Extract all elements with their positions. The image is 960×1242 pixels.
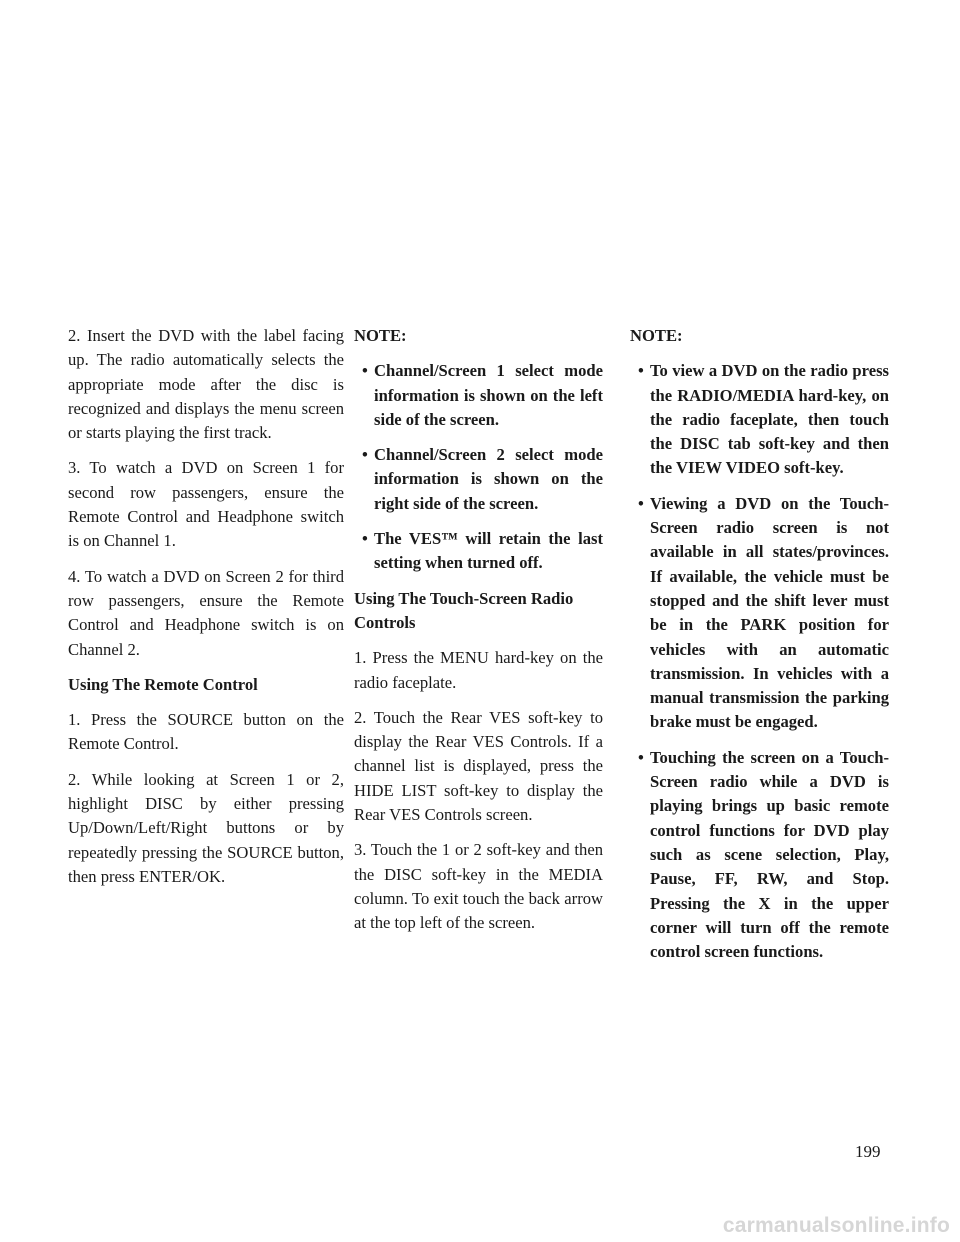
column-3: [630, 324, 889, 975]
paragraph-remote-step-2: 2. While looking at Screen 1 or 2, highlight DISC by either pressing Up/Down/Left/Right buttons or by repeatedly pressing the SOURCE button, then press ENTER/OK.: [68, 769, 344, 886]
paragraph-step-2: 2. Insert the DVD with the label facing up. The radio automatically selects the appropriate mode after the disc is recognized and displays the menu screen or starts playing the first track.: [68, 326, 344, 443]
heading-touch-screen-controls: Using The Touch-Screen Radio Controls: [354, 588, 574, 632]
column-2: [354, 324, 603, 947]
note-bullet-screen-2: • Channel/Screen 2 select mode information is shown on the right side of the screen.: [354, 443, 603, 516]
page-number: 199: [855, 1142, 881, 1161]
paragraph-step-3: 3. To watch a DVD on Screen 1 for second row passengers, ensure the Remote Control and Headphone switch is on Channel 1.: [68, 458, 344, 551]
paragraph-remote-step-1: 1. Press the SOURCE button on the Remote Control.: [68, 710, 344, 754]
paragraph-touch-step-1: 1. Press the MENU hard-key on the radio faceplate.: [354, 648, 603, 692]
column-1: [68, 324, 344, 900]
note-label: NOTE:: [354, 326, 407, 345]
note-bullet-touch-controls: • Touching the screen on a Touch-Screen radio while a DVD is playing brings up basic remote control functions for DVD play such as scene selection, Play, Pause, FF, RW, and Stop. Pressing the X in the upper corner will turn off the remote control screen functions.: [630, 746, 889, 965]
heading-using-remote-control: Using The Remote Control: [68, 674, 258, 694]
note-bullet-availability: • Viewing a DVD on the Touch-Screen radio screen is not available in all states/provinces. If available, the vehicle must be stopped and the shift lever must be in the PARK position for vehicles with an automatic transmission. In vehicles with a manual transmission the parking brake must be engaged.: [630, 492, 889, 735]
paragraph-step-4: 4. To watch a DVD on Screen 2 for third row passengers, ensure the Remote Control and Headphone switch is on Channel 2.: [68, 566, 344, 659]
note-bullet-view-dvd: • To view a DVD on the radio press the RADIO/MEDIA hard-key, on the radio faceplate, then touch the DISC tab soft-key and then the VIEW VIDEO soft-key.: [630, 359, 889, 480]
note-bullet-screen-1: • Channel/Screen 1 select mode information is shown on the left side of the screen.: [354, 359, 603, 432]
paragraph-touch-step-2: 2. Touch the Rear VES soft-key to display the Rear VES Controls. If a channel list is displayed, press the HIDE LIST soft-key to display the Rear VES Controls screen.: [354, 707, 603, 825]
paragraph-touch-step-3: 3. Touch the 1 or 2 soft-key and then the DISC soft-key in the MEDIA column. To exit touch the back arrow at the top left of the screen.: [354, 840, 603, 933]
note-label: NOTE:: [630, 326, 683, 345]
note-bullet-ves-retain: • The VES™ will retain the last setting when turned off.: [354, 527, 603, 576]
watermark: carmanualsonline.info: [722, 1214, 950, 1237]
